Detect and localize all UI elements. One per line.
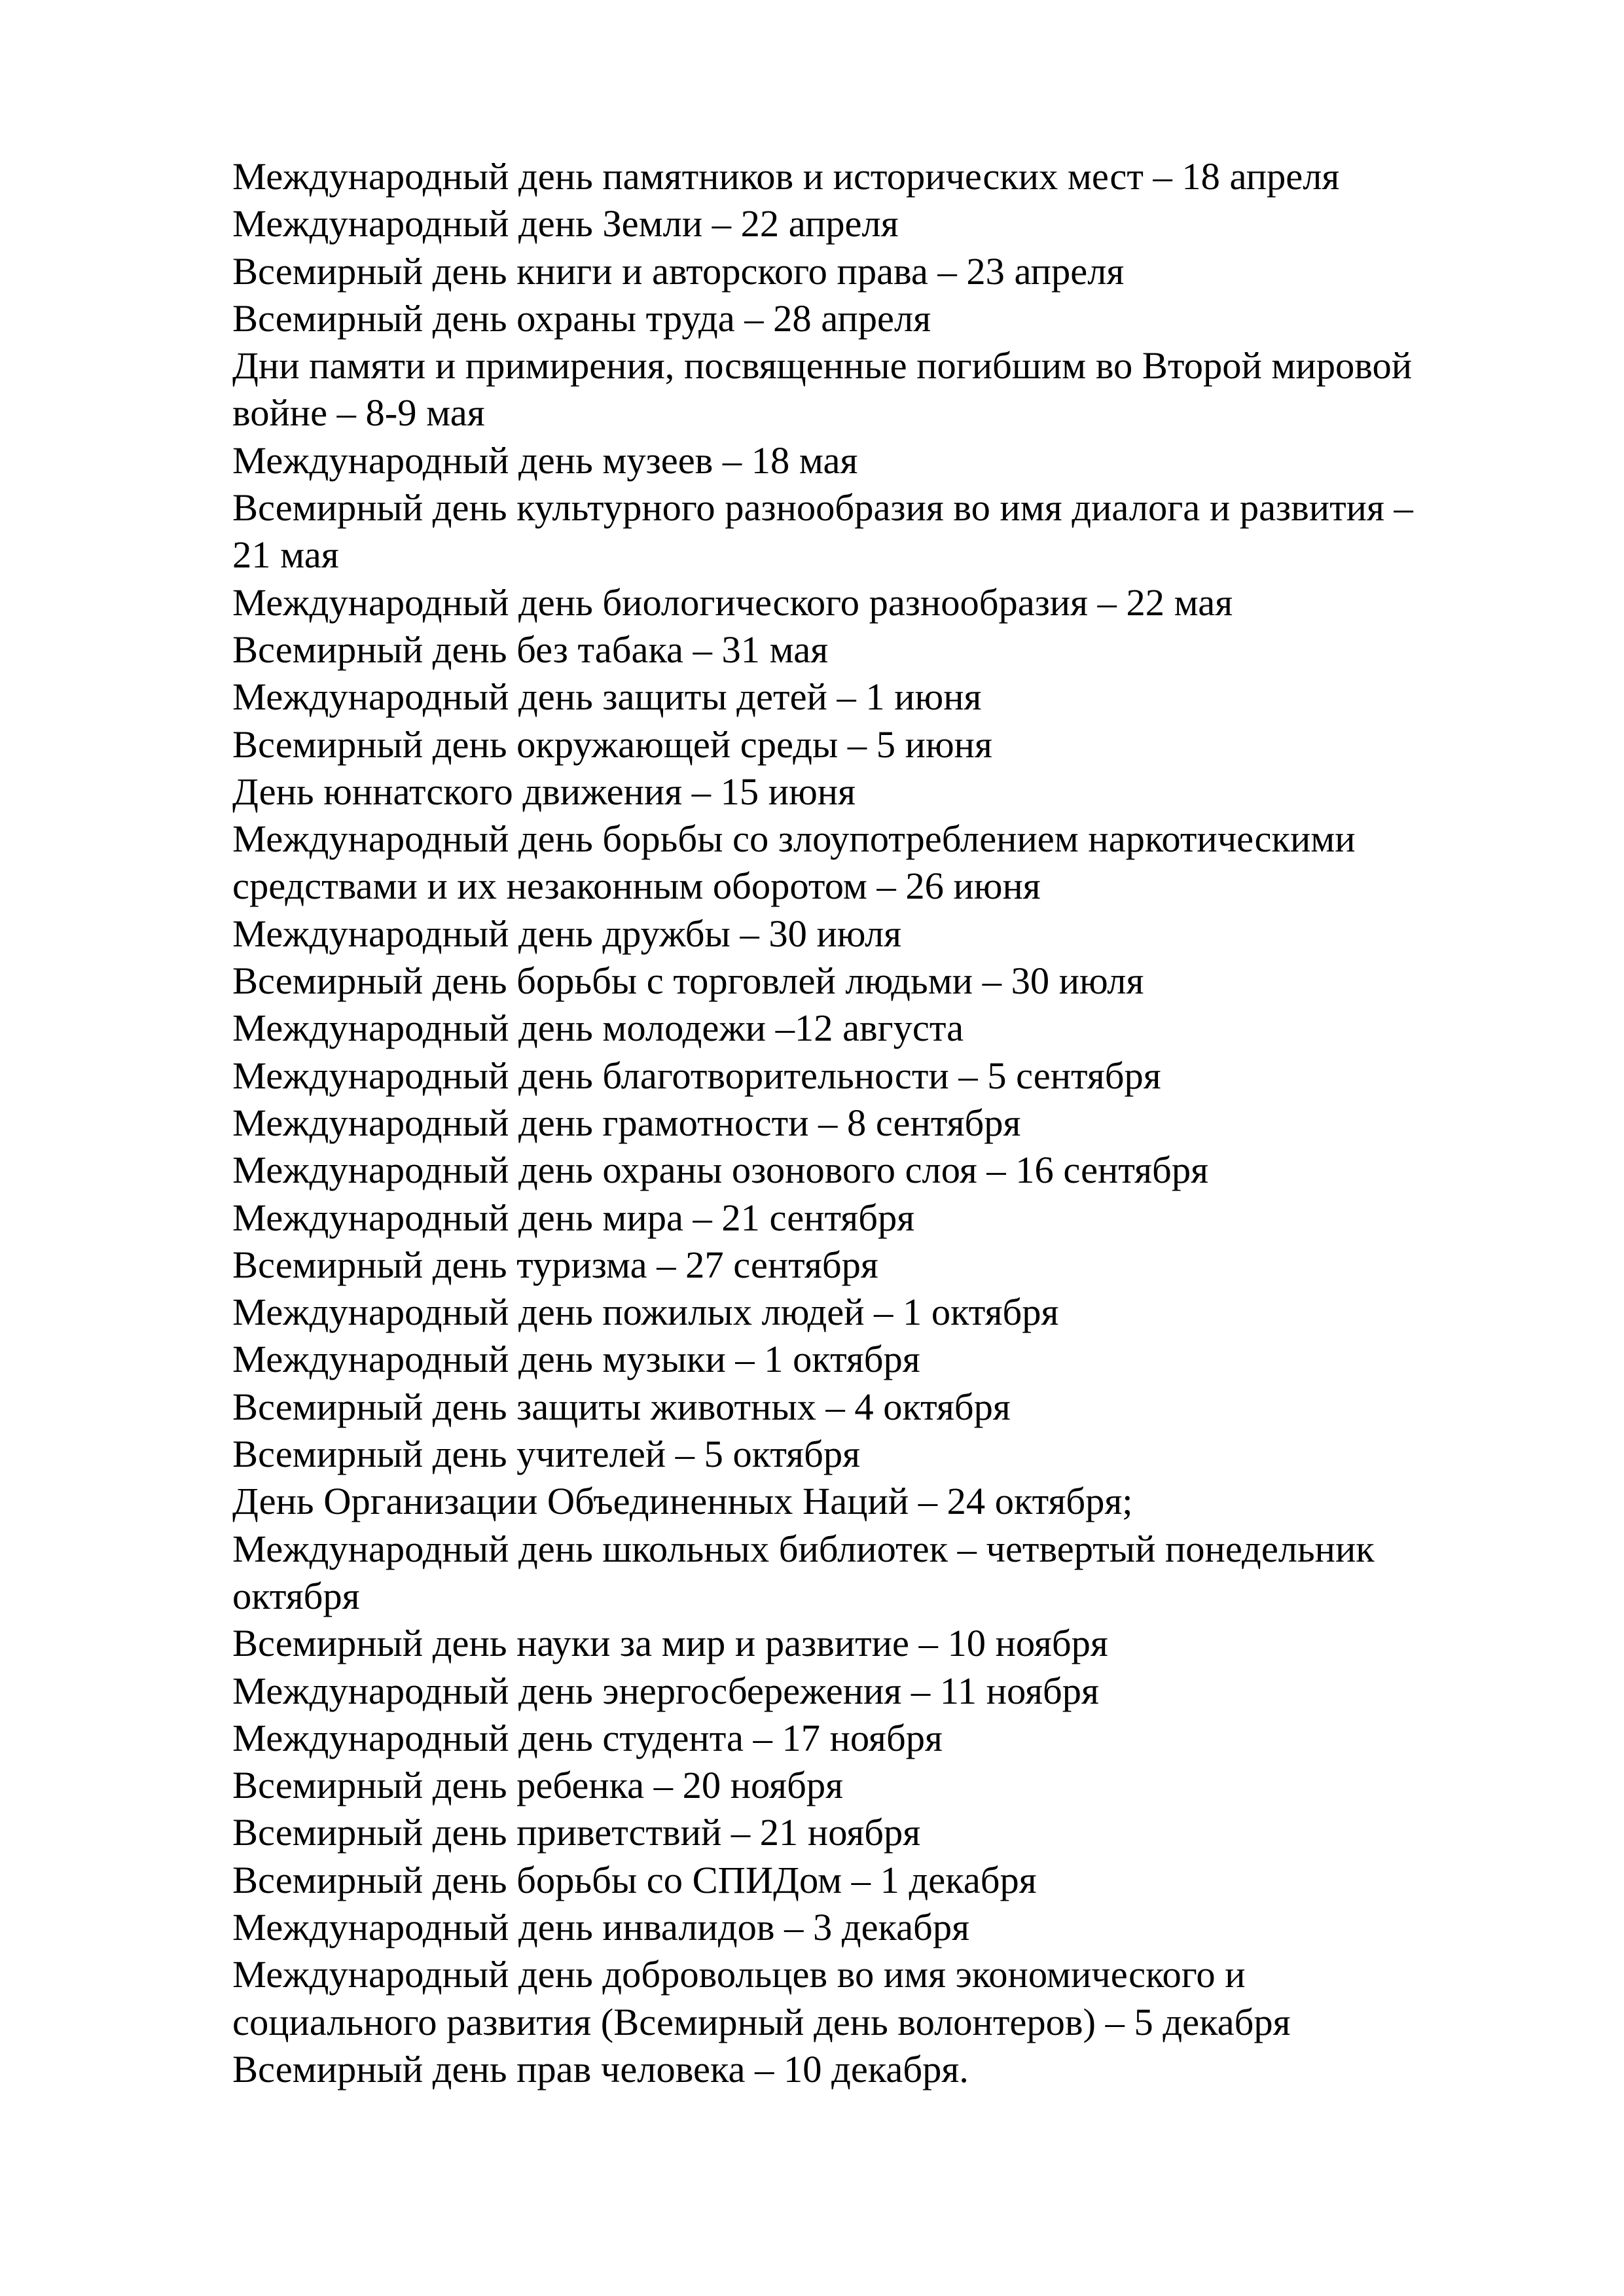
text-line: Всемирный день учителей – 5 октября <box>232 1433 860 1476</box>
text-line: Международный день дружбы – 30 июля <box>232 912 902 955</box>
text-line: Всемирный день прав человека – 10 декабря. <box>232 2047 969 2090</box>
text-line: Всемирный день без табака – 31 мая <box>232 628 829 671</box>
text-line: войне – 8-9 мая <box>232 391 485 435</box>
text-line: Международный день мира – 21 сентября <box>232 1196 915 1239</box>
text-line: Международный день благотворительности – 5 сентября <box>232 1054 1161 1097</box>
text-line: Дни памяти и примирения, посвященные погибшим во Второй мировой <box>232 344 1413 387</box>
text-line: Международный день Земли – 22 апреля <box>232 202 899 245</box>
text-line: Всемирный день борьбы со СПИДом – 1 декабря <box>232 1858 1037 1901</box>
text-line: День Организации Объединенных Наций – 24 октября; <box>232 1480 1133 1523</box>
text-line: Международный день молодежи –12 августа <box>232 1007 964 1050</box>
text-line: Международный день памятников и исторических мест – 18 апреля <box>232 155 1340 198</box>
text-line: День юннатского движения – 15 июня <box>232 770 856 813</box>
text-line: Всемирный день туризма – 27 сентября <box>232 1243 878 1286</box>
text-line: октября <box>232 1574 360 1617</box>
text-line: Международный день школьных библиотек – четвертый понедельник <box>232 1527 1375 1570</box>
text-line: Международный день добровольцев во имя экономического и <box>232 1953 1246 1996</box>
text-line: Всемирный день приветствий – 21 ноября <box>232 1811 921 1854</box>
text-line: Международный день энергосбережения – 11 ноября <box>232 1669 1099 1712</box>
text-line: Всемирный день книги и авторского права – 23 апреля <box>232 249 1125 293</box>
text-line: Всемирный день охраны труда – 28 апреля <box>232 296 931 340</box>
calendar-text-block <box>232 153 1528 2093</box>
text-line: Всемирный день ребенка – 20 ноября <box>232 1764 844 1807</box>
text-line: Всемирный день защиты животных – 4 октября <box>232 1385 1011 1428</box>
text-line: 21 мая <box>232 533 339 577</box>
text-line: Всемирный день культурного разнообразия во имя диалога и развития – <box>232 486 1413 529</box>
text-line: Международный день пожилых людей – 1 октября <box>232 1291 1059 1334</box>
text-line: Всемирный день окружающей среды – 5 июня <box>232 723 992 766</box>
text-line: Международный день защиты детей – 1 июня <box>232 675 982 719</box>
text-line: Международный день охраны озонового слоя – 16 сентября <box>232 1149 1208 1192</box>
text-line: Международный день студента – 17 ноября <box>232 1716 943 1759</box>
text-line: Международный день борьбы со злоупотреблением наркотическими <box>232 817 1356 861</box>
text-line: средствами и их незаконным оборотом – 26 июня <box>232 865 1041 908</box>
text-line: Всемирный день науки за мир и развитие – 10 ноября <box>232 1622 1108 1665</box>
text-line: Международный день грамотности – 8 сентября <box>232 1101 1021 1144</box>
text-line: Международный день музеев – 18 мая <box>232 439 858 482</box>
text-line: Международный день музыки – 1 октября <box>232 1338 920 1381</box>
text-line: Международный день биологического разнообразия – 22 мая <box>232 581 1233 624</box>
text-line: Всемирный день борьбы с торговлей людьми – 30 июля <box>232 960 1144 1003</box>
text-line: социального развития (Всемирный день волонтеров) – 5 декабря <box>232 2000 1291 2043</box>
text-line: Международный день инвалидов – 3 декабря <box>232 1905 969 1948</box>
